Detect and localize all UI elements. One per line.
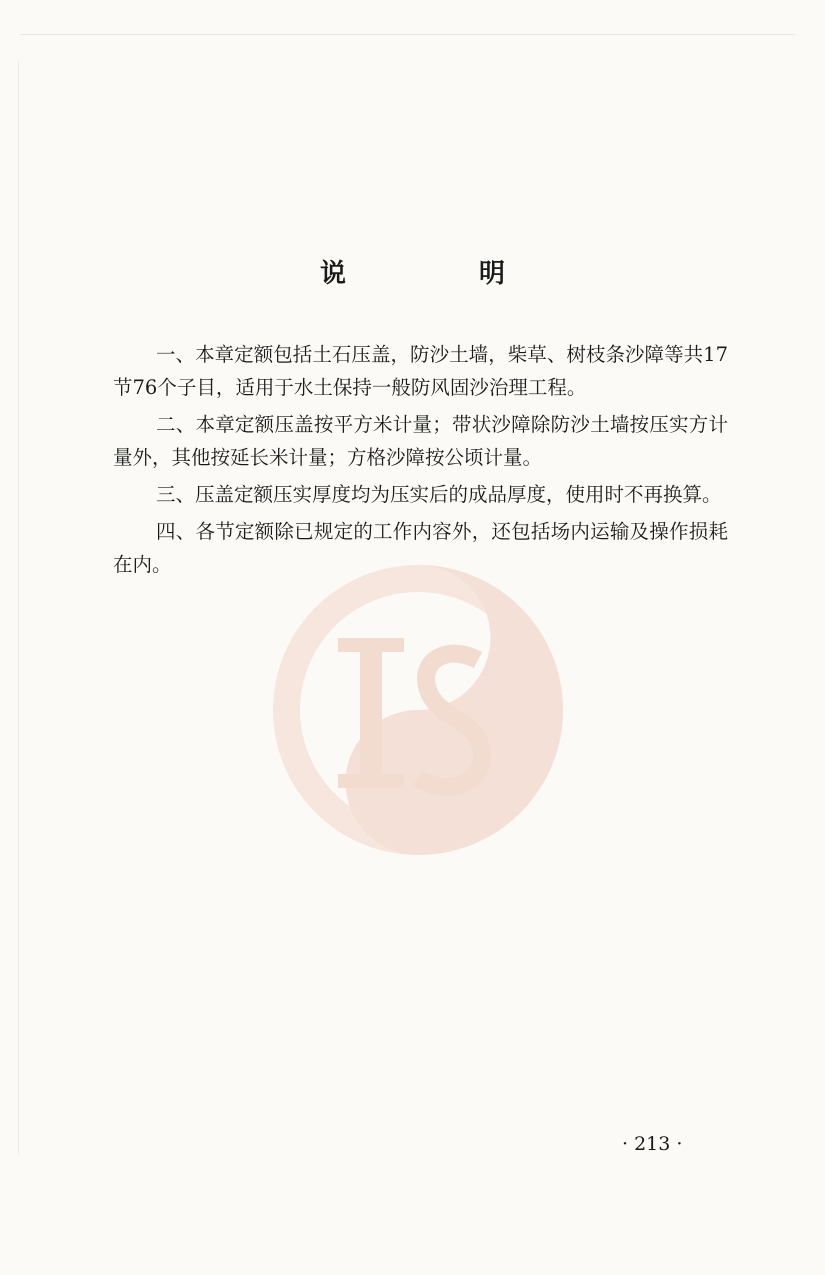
document-body (113, 338, 728, 585)
page-title: 说 明 (319, 259, 568, 289)
paragraph-3: 三、压盖定额压实厚度均为压实后的成品厚度，使用时不再换算。 (156, 483, 722, 506)
paragraph-2: 二、本章定额压盖按平方米计量；带状沙障除防沙土墙按压实方计量外，其他按延长米计量；方格沙障按公顷计量。 (113, 413, 728, 469)
paragraph-1: 一、本章定额包括土石压盖，防沙土墙，柴草、树枝条沙障等共17节76个子目，适用于水土保持一般防风固沙治理工程。 (113, 343, 728, 399)
page-edge-line-left (18, 60, 19, 1155)
page-edge-line (20, 34, 795, 35)
paragraph-4: 四、各节定额除已规定的工作内容外，还包括场内运输及操作损耗在内。 (113, 520, 728, 576)
page-number: · 213 · (622, 1133, 683, 1155)
publisher-seal-watermark-icon (268, 560, 568, 860)
